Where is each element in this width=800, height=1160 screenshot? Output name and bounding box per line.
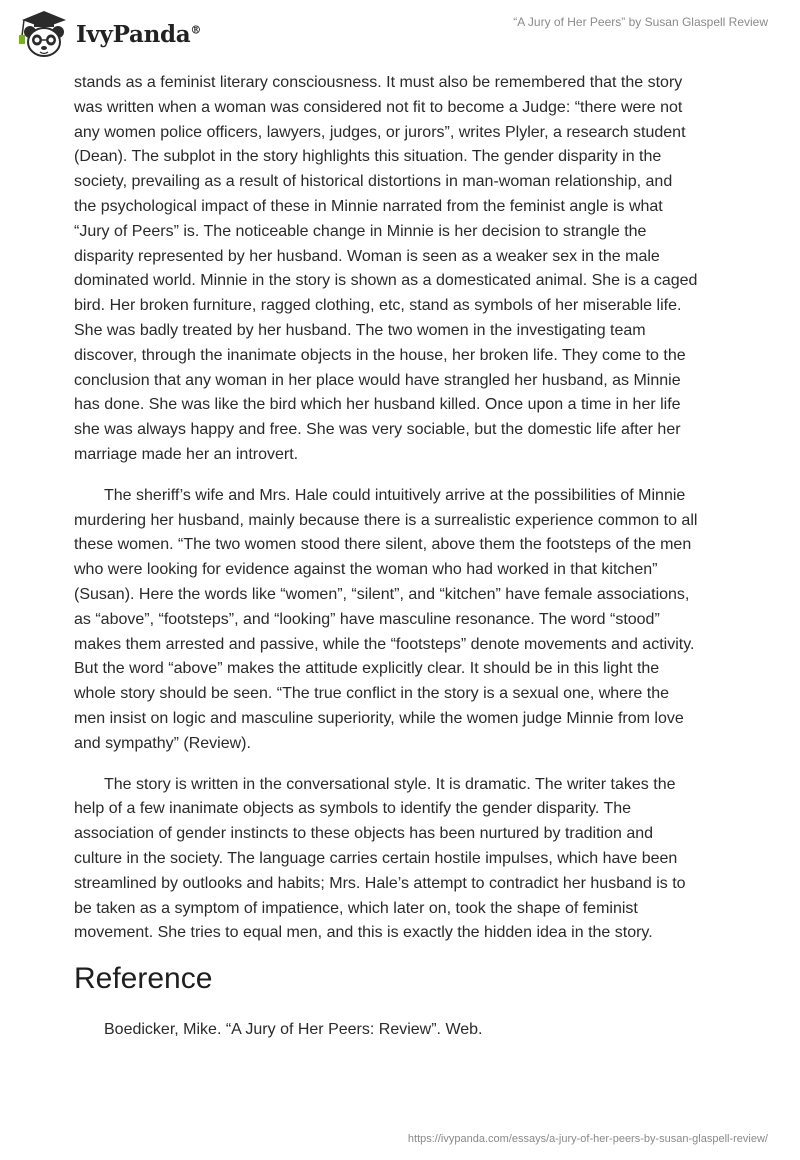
essay-content (74, 71, 726, 1043)
body-paragraph: stands as a feminist literary consciousness. It must also be remembered that the story was written when a woman was considered not fit to become a Judge: “there were not any women police officers, lawyers, judges, or jurors”, writes Plyler, a research student (Dean). The subplot in the story highlights this situation. The gender disparity in the society, prevailing as a result of historical distortions in man-woman relationship, and the psychological impact of these in Minnie narrated from the feminist angle is what “Jury of Peers” is. The noticeable change in Minnie is her decision to strangle the disparity represented by her husband. Woman is seen as a weaker sex in the male dominated world. Minnie in the story is shown as a domesticated animal. She is a caged bird. Her broken furniture, ragged clothing, etc, stand as symbols of her miserable life. She was badly treated by her husband. The two women in the investigating team discover, through the inanimate objects in the house, her broken life. They come to the conclusion that any woman in her place would have strangled her husband, as Minnie has done. She was like the bird which her husband killed. Once upon a time in her life she was always happy and free. She was very sociable, but the domestic life after her marriage made her an introvert. (74, 74, 698, 463)
source-url[interactable]: https://ivypanda.com/essays/a-jury-of-her-peers-by-susan-glaspell-review/ (407, 1133, 768, 1145)
document-title: “A Jury of Her Peers” by Susan Glaspell Review (513, 15, 768, 29)
body-paragraph: The story is written in the conversational style. It is dramatic. The writer takes the help of a few inanimate objects as symbols to identify the gender disparity. The association of gender instincts to these objects has been nurtured by tradition and culture in the society. The language carries certain hostile impulses, which have been streamlined by outlooks and habits; Mrs. Hale’s attempt to contradict her husband is to be taken as a symptom of impatience, which later on, took the shape of feminist movement. She tries to equal men, and this is exactly the hidden idea in the story. (74, 775, 686, 942)
panda-graduate-icon (14, 8, 72, 60)
body-paragraph: The sheriff’s wife and Mrs. Hale could intuitively arrive at the possibilities of Minnie murdering her husband, mainly because there is a surrealistic experience common to all these women. “The two women stood there silent, above them the footsteps of the men who were looking for evidence against the woman who had worked in that kitchen” (Susan). Here the words like “women”, “silent”, and “kitchen” have female associations, as “above”, “footsteps”, and “looking” have masculine resonance. The word “stood” makes them arrested and passive, while the “footsteps” denote movements and activity. But the word “above” makes the attitude explicitly clear. It should be in this light the whole story should be seen. “The true conflict in the story is a sexual one, where the men insist on logic and masculine superiority, while the women judge Minnie from love and sympathy” (Review). (74, 486, 698, 752)
registered-mark: ® (190, 22, 202, 36)
page-header (0, 0, 800, 70)
brand-logo[interactable] (14, 8, 201, 60)
reference-heading: Reference (74, 962, 213, 996)
reference-item: Boedicker, Mike. “A Jury of Her Peers: Review”. Web. (104, 1021, 483, 1039)
brand-name: IvyPanda® (76, 20, 202, 48)
